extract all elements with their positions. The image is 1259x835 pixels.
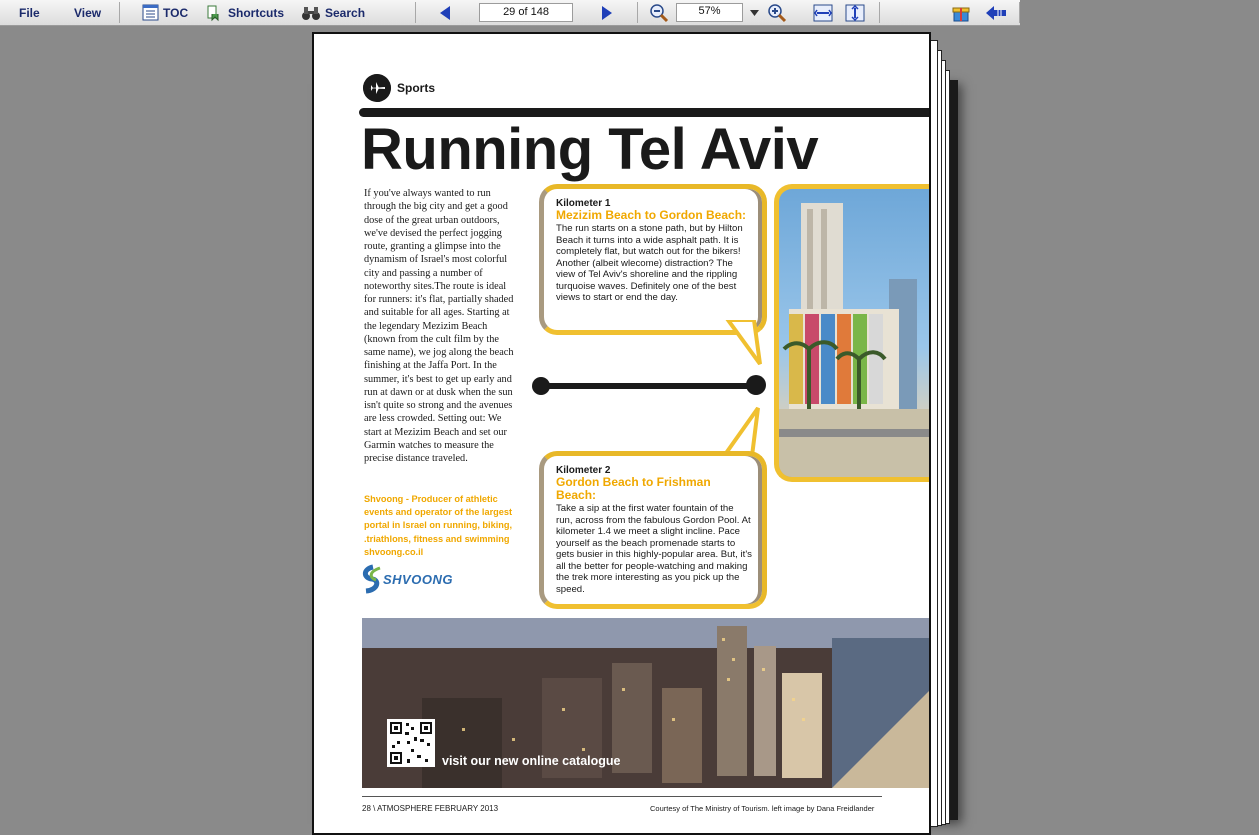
zoom-level-input[interactable]: 57%	[676, 3, 743, 22]
beach-photo	[774, 184, 931, 482]
toolbar-divider	[1019, 2, 1020, 23]
gift-icon[interactable]	[951, 3, 971, 23]
view-menu[interactable]	[74, 0, 101, 25]
toc-icon	[142, 4, 159, 21]
zoom-in-icon[interactable]	[767, 3, 787, 23]
fit-page-icon[interactable]	[845, 3, 865, 23]
shortcuts-label: Shortcuts	[228, 5, 285, 20]
shortcuts-icon	[206, 4, 224, 22]
magazine-page[interactable]	[312, 32, 931, 835]
toolbar-divider	[415, 2, 416, 23]
beach-photo-illustration	[779, 189, 931, 477]
back-arrow-icon[interactable]	[985, 5, 1007, 21]
kilometer-1-heading: Mezizim Beach to Gordon Beach:	[556, 208, 747, 222]
shortcuts-button[interactable]	[206, 0, 284, 25]
toolbar-divider	[637, 2, 638, 23]
kilometer-2-label: Kilometer 2	[556, 465, 611, 476]
toolbar	[0, 0, 1020, 26]
callout-tail	[722, 406, 762, 456]
article-body: If you've always wanted to run through the big city and get a good dose of the great urban outdoors, we've devised the perfect jogging route, granting a glimpse into the dynamism of Israel's most colorful city and passing a number of noteworthy sites.The route is ideal for runners: it's flat, partially shaded and suitable for all ages. Starting at the legendary Mezizim Beach (known from the cult film by the same name), we jog along the beach finishing at the Jaffa Port. In the summer, it's best to get up early and run at dawn or at dusk when the sun isn't quite so strong and the avenues are less crowded. Setting out: We start at Mezizim Beach and set our Garmin watches to measure the precise distance traveled.	[364, 188, 514, 464]
toolbar-divider	[879, 2, 880, 23]
footer-rule	[362, 796, 882, 797]
fit-width-icon[interactable]	[813, 3, 833, 23]
view-menu-label: View	[74, 5, 102, 20]
callout-tail	[724, 320, 764, 366]
file-menu[interactable]	[19, 0, 40, 25]
toolbar-divider	[119, 2, 120, 23]
page-number-input[interactable]: 29 of 148	[479, 3, 573, 22]
kilometer-1-text: The run starts on a stone path, but by Hilton Beach it turns into a wide asphalt path. It is completely flat, but watch out for the bikers! Another (albeit wlecome) distraction? The view of Tel Aviv's shoreline and the rippling turquoise waves. Definitely one of the best views to start or end the day.	[556, 223, 743, 303]
previous-page-icon[interactable]	[437, 5, 453, 21]
kilometer-2-text: Take a sip at the first water fountain of the run, across from the fabulous Gordon Pool. At kilometer 1.4 we meet a slight incline. Pace yourself as the beach promenade starts to gets busier in this highly-popular area. But, it's all the better for people-watching and making the trek more interesting as you pick up the speed.	[556, 503, 752, 595]
kilometer-1-callout	[539, 184, 767, 335]
section-label: Sports	[397, 81, 436, 95]
kilometer-2-callout	[539, 451, 767, 609]
next-page-icon[interactable]	[599, 5, 615, 21]
article-title: Running Tel Aviv	[361, 117, 819, 182]
toc-button[interactable]	[142, 0, 188, 25]
kilometer-2-heading: Gordon Beach to Frishman Beach:	[556, 475, 711, 502]
kilometer-1-label: Kilometer 1	[556, 198, 611, 209]
airplane-icon	[363, 74, 391, 102]
file-menu-label: File	[19, 5, 40, 20]
toc-label: TOC	[163, 5, 189, 20]
search-label: Search	[325, 5, 366, 20]
route-marker-end	[746, 375, 766, 395]
search-button[interactable]	[301, 0, 365, 25]
promo-text: Shvoong - Producer of athletic events and operator of the largest portal in Israel on running, biking, .triathlons, fitness and swimming shvoong.co.il	[364, 494, 513, 557]
route-timeline	[540, 383, 760, 389]
page-footer-issue: 28 \ ATMOSPHERE FEBRUARY 2013	[362, 804, 499, 813]
route-marker-start	[532, 377, 550, 395]
photo-credit: Courtesy of The Ministry of Tourism. left image by Dana Freidlander	[650, 804, 875, 813]
binoculars-icon	[301, 5, 321, 21]
shvoong-logo-text: SHVOONG	[383, 572, 453, 587]
qr-code-icon[interactable]	[387, 719, 435, 767]
zoom-dropdown-icon[interactable]	[749, 9, 760, 17]
catalog-link-text[interactable]: visit our new online catalogue	[442, 754, 621, 768]
zoom-out-icon[interactable]	[649, 3, 669, 23]
